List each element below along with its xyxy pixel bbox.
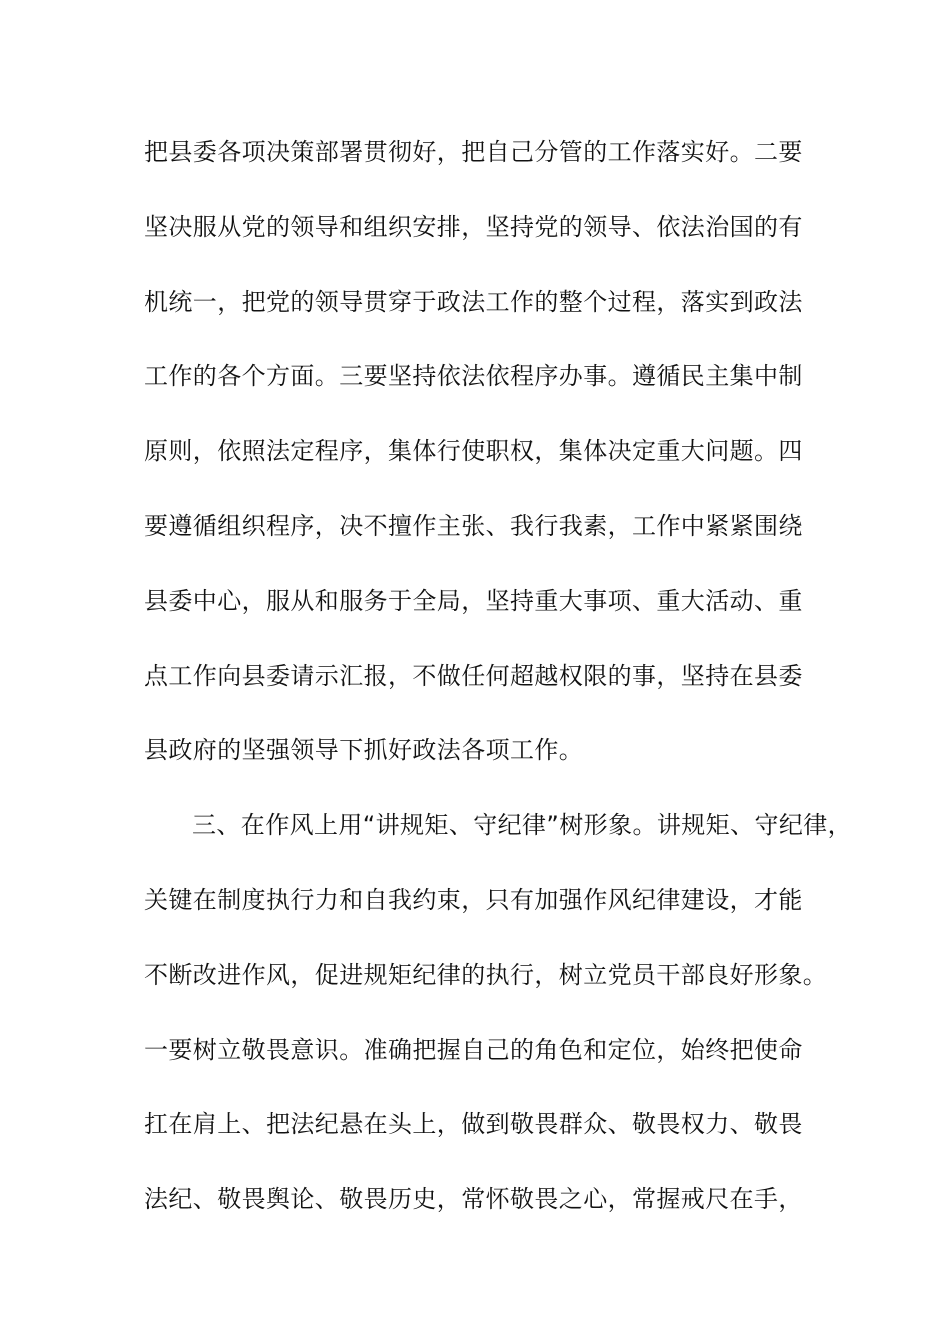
body-text (144, 128, 853, 1250)
section-heading-line: 三、在作风上用“讲规矩、守纪律”树形象。讲规矩、守纪律， (192, 811, 853, 840)
text-line: 扛在肩上、把法纪悬在头上，做到敬畏群众、敬畏权力、敬畏 (144, 1110, 803, 1139)
text-line: 要遵循组织程序，决不擅作主张、我行我素，工作中紧紧围绕 (144, 511, 803, 540)
text-line: 县委中心，服从和服务于全局，坚持重大事项、重大活动、重 (144, 586, 803, 615)
text-line: 机统一，把党的领导贯穿于政法工作的整个过程，落实到政法 (144, 287, 803, 316)
text-line: 工作的各个方面。三要坚持依法依程序办事。遵循民主集中制 (144, 362, 803, 391)
text-line: 法纪、敬畏舆论、敬畏历史，常怀敬畏之心，常握戒尺在手， (144, 1185, 803, 1214)
text-line: 县政府的坚强领导下抓好政法各项工作。 (144, 736, 584, 765)
text-line: 原则，依照法定程序，集体行使职权，集体决定重大问题。四 (144, 437, 803, 466)
text-line: 把县委各项决策部署贯彻好，把自己分管的工作落实好。二要 (144, 138, 803, 166)
text-line: 点工作向县委请示汇报，不做任何超越权限的事，坚持在县委 (144, 661, 803, 690)
text-line: 不断改进作风，促进规矩纪律的执行，树立党员干部良好形象。 (144, 960, 828, 989)
text-line: 关键在制度执行力和自我约束，只有加强作风纪律建设，才能 (144, 885, 803, 914)
text-line: 坚决服从党的领导和组织安排，坚持党的领导、依法治国的有 (144, 212, 803, 241)
text-line: 一要树立敬畏意识。准确把握自己的角色和定位，始终把使命 (144, 1035, 803, 1064)
